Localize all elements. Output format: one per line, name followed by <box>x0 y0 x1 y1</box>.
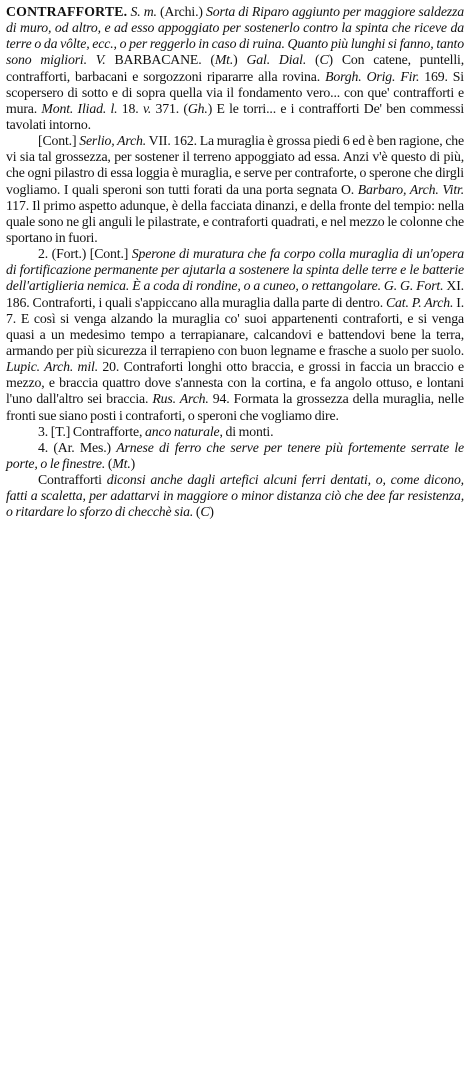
text-run: (Archi.) <box>156 4 206 19</box>
text-run: [Cont.] <box>38 133 80 149</box>
italic-text-run: Gh. <box>187 100 208 116</box>
entry-sense-paragraph <box>6 472 464 520</box>
text-run: 169. Si scopersero di sotto e di sopra quella via il fondamento vero... con que' contrafforti e mura. <box>6 68 464 116</box>
text-run: 4. (Ar. Mes.) <box>38 439 117 455</box>
entry-definition <box>6 4 464 133</box>
text-run: ) <box>209 504 214 520</box>
italic-text-run: anco naturale <box>145 423 220 439</box>
italic-text-run: diconsi anche dagli artefici alcuni ferri dentati, o, come dicono, fatti a scaletta, per adattarvi in maggiore o minor distanza ciò che dee far resistenza, o ritardare lo sforzo di checchè sia. <box>6 472 464 520</box>
italic-text-run: Gal. Dial. <box>246 52 307 68</box>
text-run: 18. <box>117 100 143 116</box>
italic-text-run: Sperone di muratura che fa corpo colla muraglia di un'opera di fortificazione permanente per ajutarla a sostenere la spinta delle terre e le batterie dell'artiglieria nemica. È a coda di rondine, o a cuneo, o rettangolare. G. G. Fort. <box>6 246 464 294</box>
italic-text-run: Borgh. Orig. Fir. <box>325 68 420 84</box>
text-run: ) <box>233 52 247 68</box>
entry-sense-paragraph <box>6 246 464 424</box>
italic-text-run: Arnese di ferro che serve per tenere più fortemente serrate le porte, o le finestre. <box>6 439 464 471</box>
italic-text-run: Mont. Iliad. l. <box>41 100 118 116</box>
headword: CONTRAFFORTE. <box>6 4 128 19</box>
italic-text-run: v. <box>142 100 152 116</box>
text-run: 371. ( <box>151 100 188 116</box>
text-run: 3. [T.] Contrafforte, <box>38 423 146 439</box>
text-run: ) Con catene, puntelli, contrafforti, barbacani e sorgozzoni ripararre alla rovina. <box>6 52 465 84</box>
italic-text-run: Mt. <box>214 52 234 68</box>
text-run: ( <box>201 52 215 68</box>
italic-text-run: Rus. Arch. <box>152 391 209 407</box>
entry-sense-paragraph <box>6 424 464 440</box>
text-run: ) <box>130 455 136 471</box>
cross-reference: BARBACANE. <box>105 52 202 68</box>
entry-sense-paragraph <box>6 133 464 246</box>
text-run: 94. Formata la grossezza della muraglia, nelle fronti sue siano posti i contraforti, o speroni che vogliamo dire. <box>6 391 464 423</box>
italic-text-run: Sorta di Riparo aggiunto per maggiore saldezza di muro, od altro, e ad esso appoggiato per sostenerlo contro la spinta che riceve da terre o da vôlte, ecc., o per reggerlo in caso di ruina. Quanto più lunghi si fanno, tanto sono migliori. V. <box>6 4 464 68</box>
text-run: , di monti. <box>219 423 274 439</box>
text-run: ( <box>193 504 201 520</box>
text-run: 2. (Fort.) [Cont.] <box>38 246 132 262</box>
text-run: 117. Il primo aspetto adunque, è della facciata dinanzi, e della fronte del tempio: nella quale sono ne gli anguli le pilastrate, e contraforti quadrati, e nel mezzo le colonne che sportano in fuori. <box>6 197 464 245</box>
text-run: VII. 162. La muraglia è grossa piedi 6 ed è ben ragione, che vi sia tal grossezza, per sostener il terreno appoggiato ad essa. Anzi v'è questo di più, che ogni pilastro di essa loggia è muraglia, e serve per contraforte, o sperone che dirgli vogliamo. I quali speroni son tutti forati da una porta segnata O. <box>6 133 465 197</box>
text-run: I. 7. E così si venga alzando la muraglia co' suoi appartenenti contraforti, e si venga quasi a un medesimo tempo a terrapianare, calcandovi e battendovi bene la terra, armando per più sicurezza il terrapieno con buon legname e frasche a suolo per suolo. <box>6 294 464 358</box>
text-run: XI. 186. Contraforti, i quali s'appiccano alla muraglia dalla parte di dentro. <box>6 278 464 310</box>
italic-text-run: Lupic. Arch. mil. <box>6 359 98 375</box>
entry-sense-paragraph <box>6 440 464 472</box>
text-run: 20. Contraforti longhi otto braccia, e grossi in faccia un braccio e mezzo, e braccia quattro dove s'annesta con la cortina, e fa angolo ottuso, e lontani l'uno dall'altro sei braccia. <box>6 359 464 407</box>
italic-text-run: Serlio, Arch. <box>79 133 147 149</box>
text-run: ) E le torri... e i contrafforti De' ben commessi tavolati intorno. <box>6 100 464 132</box>
italic-text-run: C <box>319 52 329 68</box>
italic-text-run: Barbaro, Arch. Vitr. <box>357 181 464 197</box>
italic-text-run: S. m. <box>130 4 157 19</box>
italic-text-run: Mt. <box>112 455 131 471</box>
text-run: ( <box>105 455 113 471</box>
italic-text-run: C <box>200 504 210 520</box>
italic-text-run: Cat. P. Arch. <box>385 294 454 310</box>
text-run: Contrafforti <box>38 472 107 488</box>
text-run: ( <box>306 52 320 68</box>
